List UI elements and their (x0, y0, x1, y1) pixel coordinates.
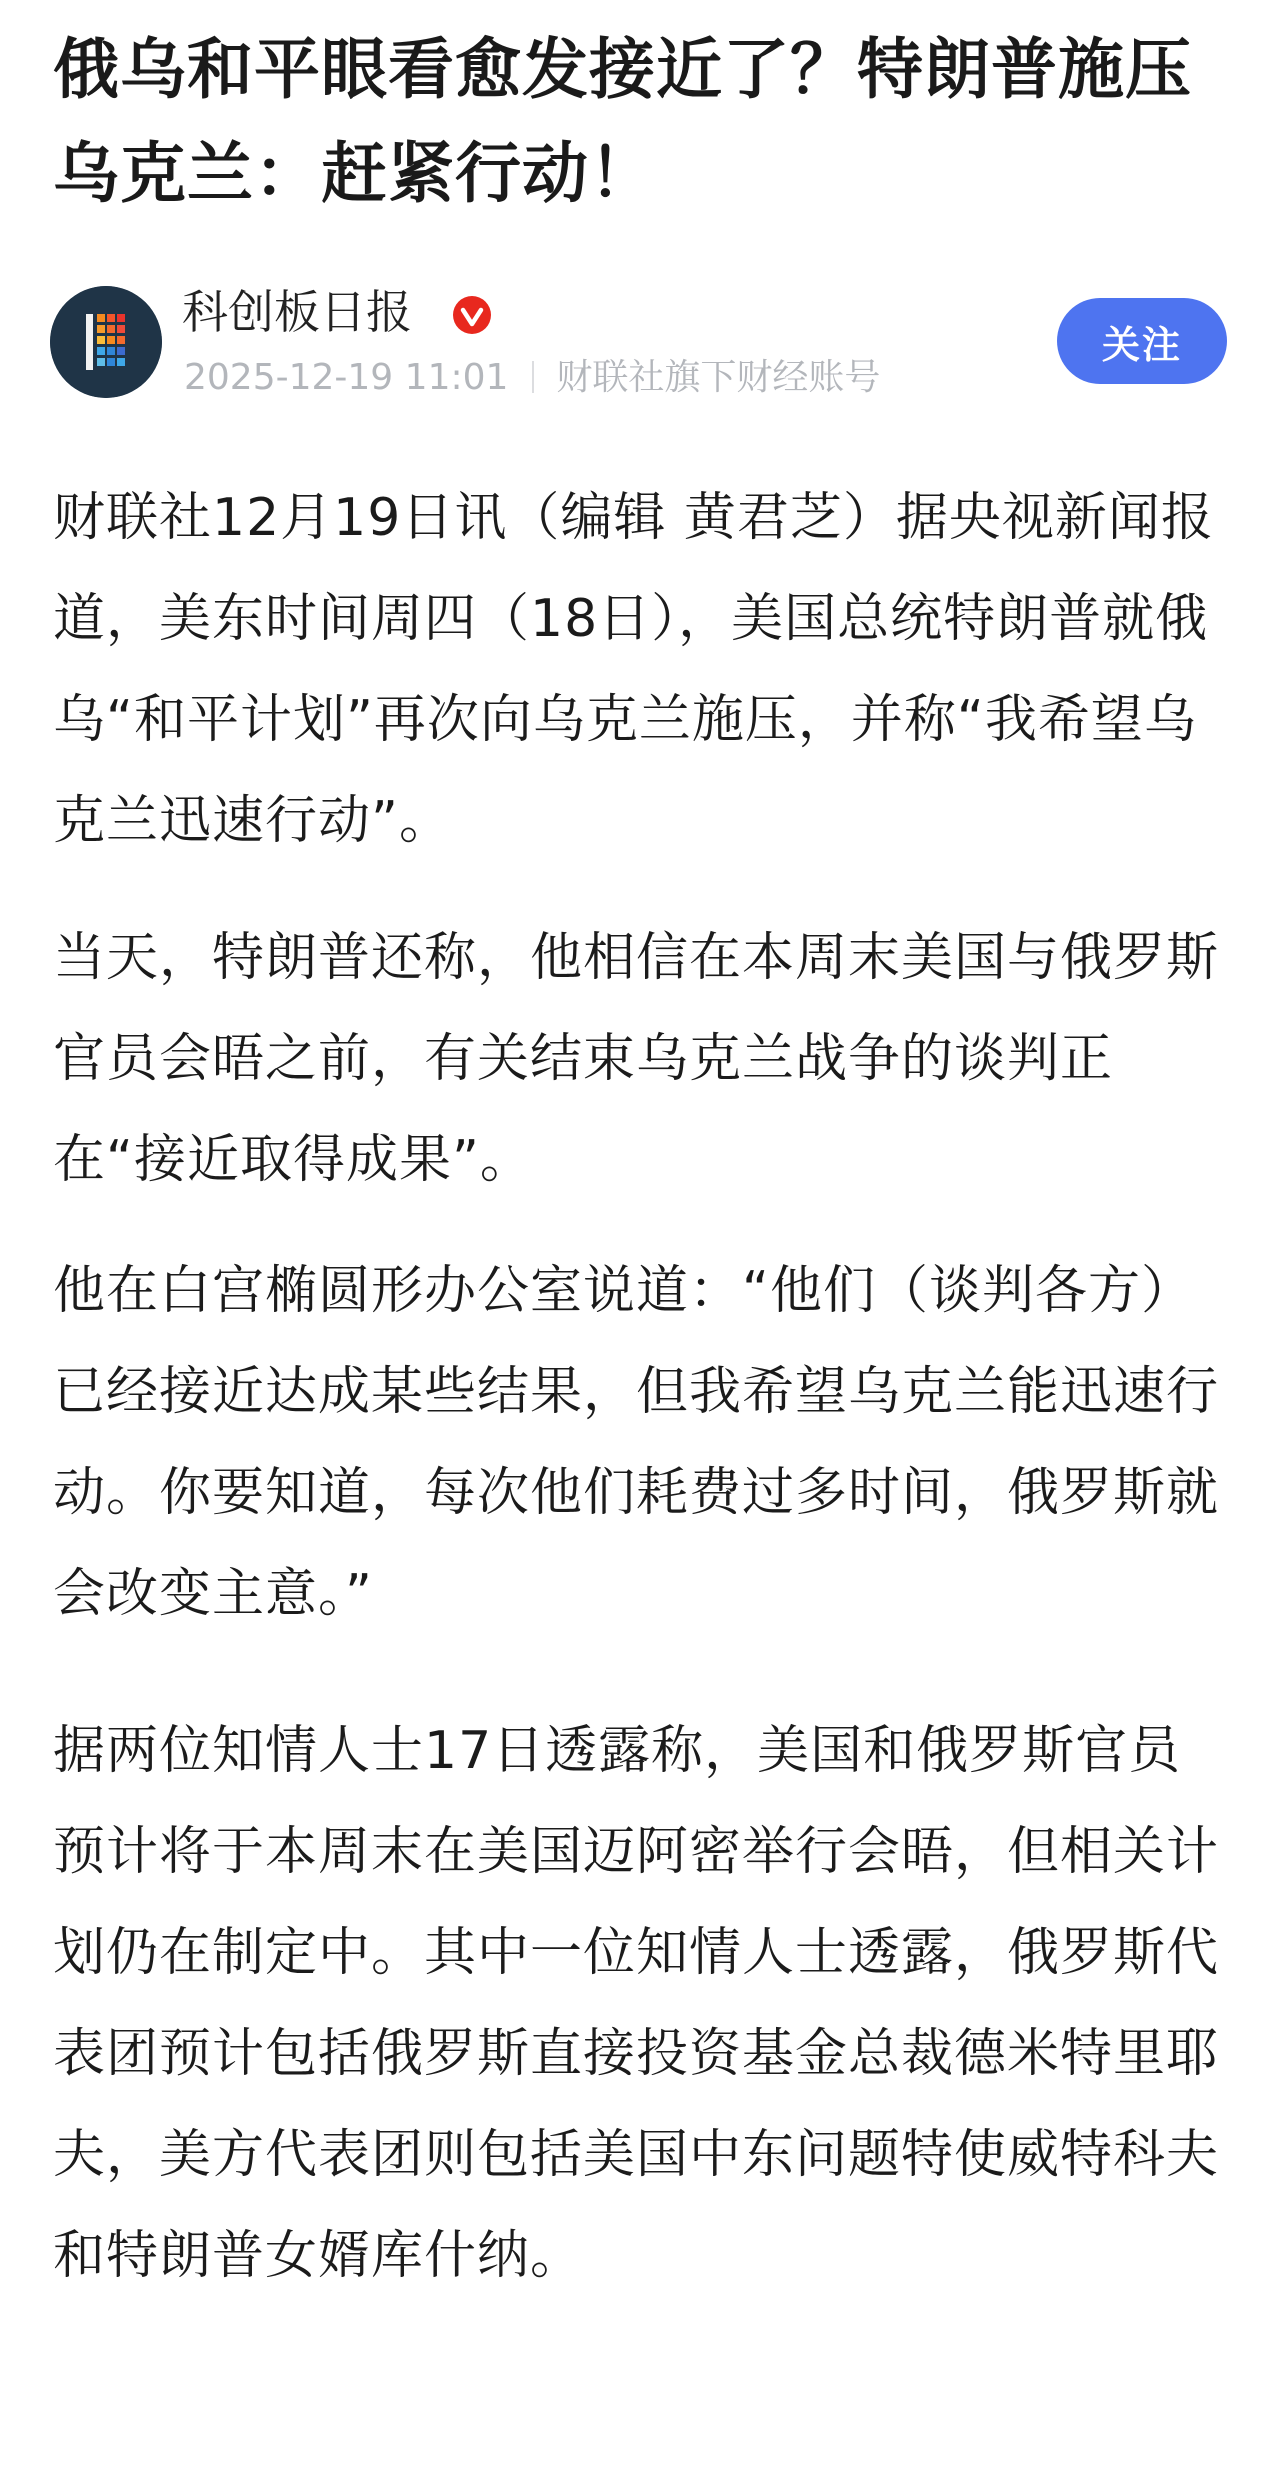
article-body (53, 468, 1233, 2307)
author-name[interactable]: 科创板日报 (182, 285, 412, 339)
article-paragraph: 他在白宫椭圆形办公室说道：“他们（谈判各方）已经接近达成某些结果，但我希望乌克兰能迅速行动。你要知道，每次他们耗费过多时间，俄罗斯就会改变主意。” (53, 1261, 1220, 1624)
logo-icon (50, 286, 162, 398)
meta-divider (532, 361, 534, 393)
follow-button[interactable]: 关注 (1057, 298, 1227, 384)
article-paragraph: 据两位知情人士17日透露称，美国和俄罗斯官员预计将于本周末在美国迈阿密举行会晤，但相关计划仍在制定中。其中一位知情人士透露，俄罗斯代表团预计包括俄罗斯直接投资基金总裁德米特里耶夫，美方代表团则包括美国中东问题特使威特科夫和特朗普女婿库什纳。 (53, 1721, 1220, 2286)
article-paragraph: 当天，特朗普还称，他相信在本周末美国与俄罗斯官员会晤之前，有关结束乌克兰战争的谈判正在“接近取得成果”。 (53, 928, 1220, 1190)
author-avatar[interactable] (50, 286, 162, 398)
publish-time: 2025-12-19 11:01 (184, 357, 509, 398)
author-meta (184, 356, 880, 400)
verified-badge-icon (452, 295, 492, 335)
author-header (50, 284, 1230, 404)
article-title: 俄乌和平眼看愈发接近了？特朗普施压乌克兰：赶紧行动！ (53, 31, 1192, 212)
author-description: 财联社旗下财经账号 (556, 357, 881, 398)
article-paragraph: 财联社12月19日讯（编辑 黄君芝）据央视新闻报道，美东时间周四（18日），美国总统特朗普就俄乌“和平计划”再次向乌克兰施压，并称“我希望乌克兰迅速行动”。 (53, 488, 1214, 851)
